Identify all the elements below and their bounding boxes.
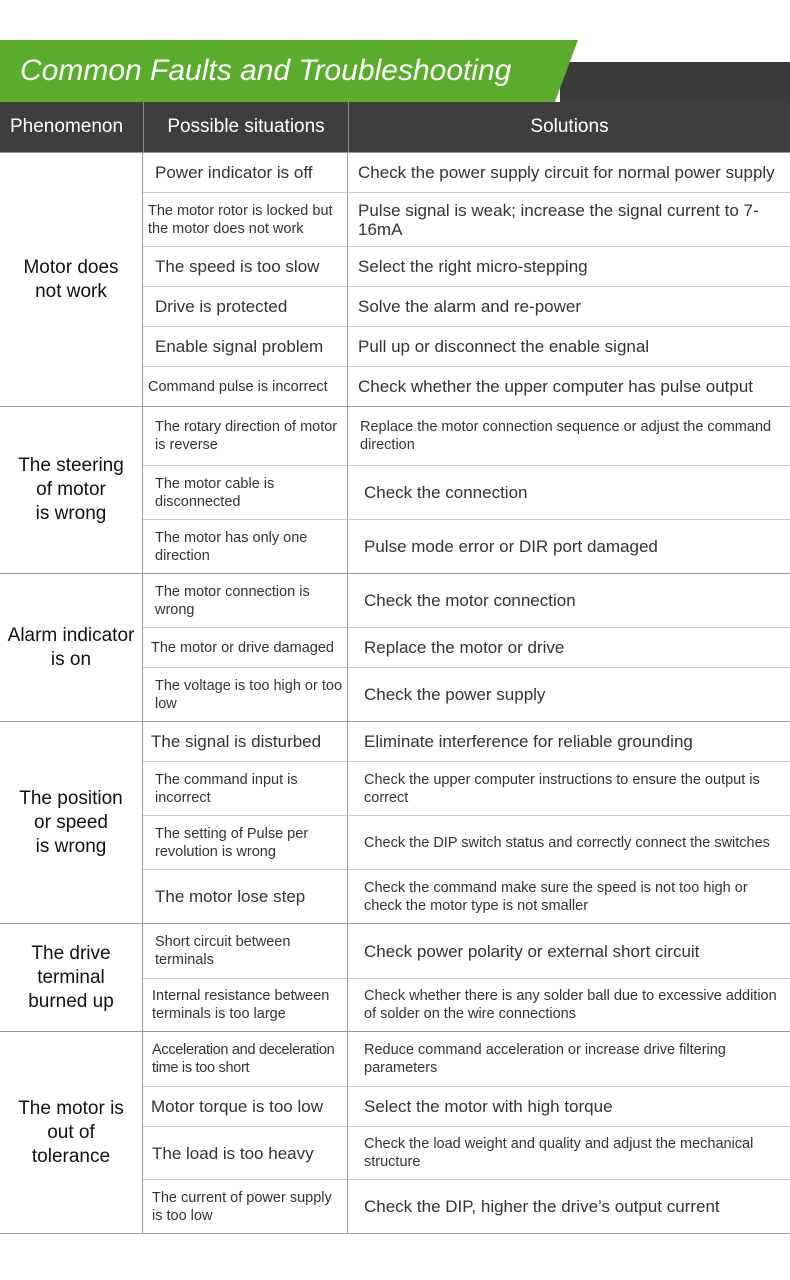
solution-cell: Replace the motor connection sequence or adjust the command direction — [360, 419, 772, 453]
table-row — [143, 722, 790, 761]
solution-cell: Replace the motor or drive — [364, 638, 565, 657]
solution-cell: Check whether there is any solder ball due to excessive addition of solder on the wire connections — [364, 988, 777, 1022]
solution-cell: Check power polarity or external short circuit — [364, 941, 700, 961]
situation-cell: The motor lose step — [143, 870, 348, 923]
table-row — [143, 761, 790, 815]
phenomenon-cell: Motor does not work — [0, 153, 143, 406]
solution-cell: Reduce command acceleration or increase drive filtering parameters — [364, 1042, 726, 1076]
situation-cell: Command pulse is incorrect — [143, 367, 348, 406]
situation-cell: The motor or drive damaged — [143, 628, 348, 667]
situation-cell: The motor connection is wrong — [143, 574, 348, 627]
solution-cell: Check whether the upper computer has pulse output — [358, 377, 754, 396]
header-phenomenon: Phenomenon — [0, 102, 143, 152]
table-row — [143, 407, 790, 465]
solution-cell: Check the motor connection — [364, 591, 576, 610]
solution-cell: Select the motor with high torque — [364, 1097, 613, 1116]
fault-group — [0, 1032, 790, 1234]
solution-cell: Pull up or disconnect the enable signal — [358, 337, 650, 356]
solution-cell: Solve the alarm and re-power — [358, 297, 582, 316]
situation-cell: The signal is disturbed — [143, 722, 348, 761]
table-row — [143, 924, 790, 978]
fault-group — [0, 924, 790, 1032]
situation-cell: The command input is incorrect — [143, 762, 348, 815]
solution-cell: Check the command make sure the speed is not too high or check the motor type is not smaller — [364, 879, 748, 914]
situation-cell: The current of power supply is too low — [143, 1180, 348, 1233]
fault-group — [0, 574, 790, 722]
fault-group — [0, 407, 790, 574]
fault-group — [0, 722, 790, 924]
header-situations: Possible situations — [143, 102, 348, 152]
table-row — [143, 1179, 790, 1233]
table-row — [143, 286, 790, 326]
table-row — [143, 192, 790, 246]
solution-cell: Pulse mode error or DIR port damaged — [364, 537, 658, 556]
solution-cell: Check the DIP switch status and correctly connect the switches — [364, 834, 770, 851]
solution-cell: Pulse signal is weak; increase the signal current to 7-16mA — [358, 200, 759, 239]
table-row — [143, 627, 790, 667]
table-row — [143, 326, 790, 366]
situation-cell: Short circuit between terminals — [143, 924, 348, 978]
situation-cell: The motor has only one direction — [143, 520, 348, 573]
page-title: Common Faults and Troubleshooting — [20, 54, 512, 87]
phenomenon-cell: The position or speed is wrong — [0, 722, 143, 923]
table-row — [143, 1086, 790, 1126]
table-row — [143, 366, 790, 406]
table-row — [143, 978, 790, 1031]
solution-cell: Check the upper computer instructions to ensure the output is correct — [364, 771, 760, 806]
solution-cell: Check the power supply circuit for normal power supply — [358, 163, 775, 182]
table-row — [143, 1032, 790, 1086]
table-row — [143, 815, 790, 869]
fault-group — [0, 152, 790, 407]
table-row — [143, 246, 790, 286]
phenomenon-cell: The steering of motor is wrong — [0, 407, 143, 573]
situation-cell: The setting of Pulse per revolution is wrong — [143, 816, 348, 869]
situation-cell: The speed is too slow — [143, 247, 348, 286]
situation-cell: Acceleration and deceleration time is too short — [143, 1032, 348, 1086]
table-row — [143, 574, 790, 627]
situation-cell: Motor torque is too low — [143, 1087, 348, 1126]
situation-cell: Power indicator is off — [143, 153, 348, 192]
title-banner — [0, 40, 790, 102]
phenomenon-cell: The drive terminal burned up — [0, 924, 143, 1031]
table-row — [143, 519, 790, 573]
situation-cell: The voltage is too high or too low — [143, 668, 348, 721]
phenomenon-cell: The motor is out of tolerance — [0, 1032, 143, 1233]
table-row — [143, 153, 790, 192]
situation-cell: The load is too heavy — [143, 1127, 348, 1179]
situation-cell: The motor rotor is locked but the motor does not work — [143, 193, 348, 246]
table-row — [143, 1126, 790, 1179]
situation-cell: Internal resistance between terminals is too large — [143, 979, 348, 1031]
solution-cell: Check the power supply — [364, 685, 546, 704]
situation-cell: Enable signal problem — [143, 327, 348, 366]
situation-cell: Drive is protected — [143, 287, 348, 326]
solution-cell: Check the load weight and quality and adjust the mechanical structure — [364, 1136, 754, 1170]
solution-cell: Check the connection — [364, 483, 528, 502]
banner-dark-strip — [560, 62, 790, 102]
table-row — [143, 869, 790, 923]
table-row — [143, 465, 790, 519]
phenomenon-cell: Alarm indicator is on — [0, 574, 143, 721]
troubleshooting-table — [0, 152, 790, 1234]
table-row — [143, 667, 790, 721]
header-solutions: Solutions — [348, 102, 790, 152]
solution-cell: Check the DIP, higher the drive’s output current — [364, 1197, 720, 1216]
situation-cell: The motor cable is disconnected — [143, 466, 348, 519]
solution-cell: Select the right micro-stepping — [358, 257, 588, 276]
solution-cell: Eliminate interference for reliable grounding — [364, 732, 693, 751]
situation-cell: The rotary direction of motor is reverse — [143, 407, 348, 465]
